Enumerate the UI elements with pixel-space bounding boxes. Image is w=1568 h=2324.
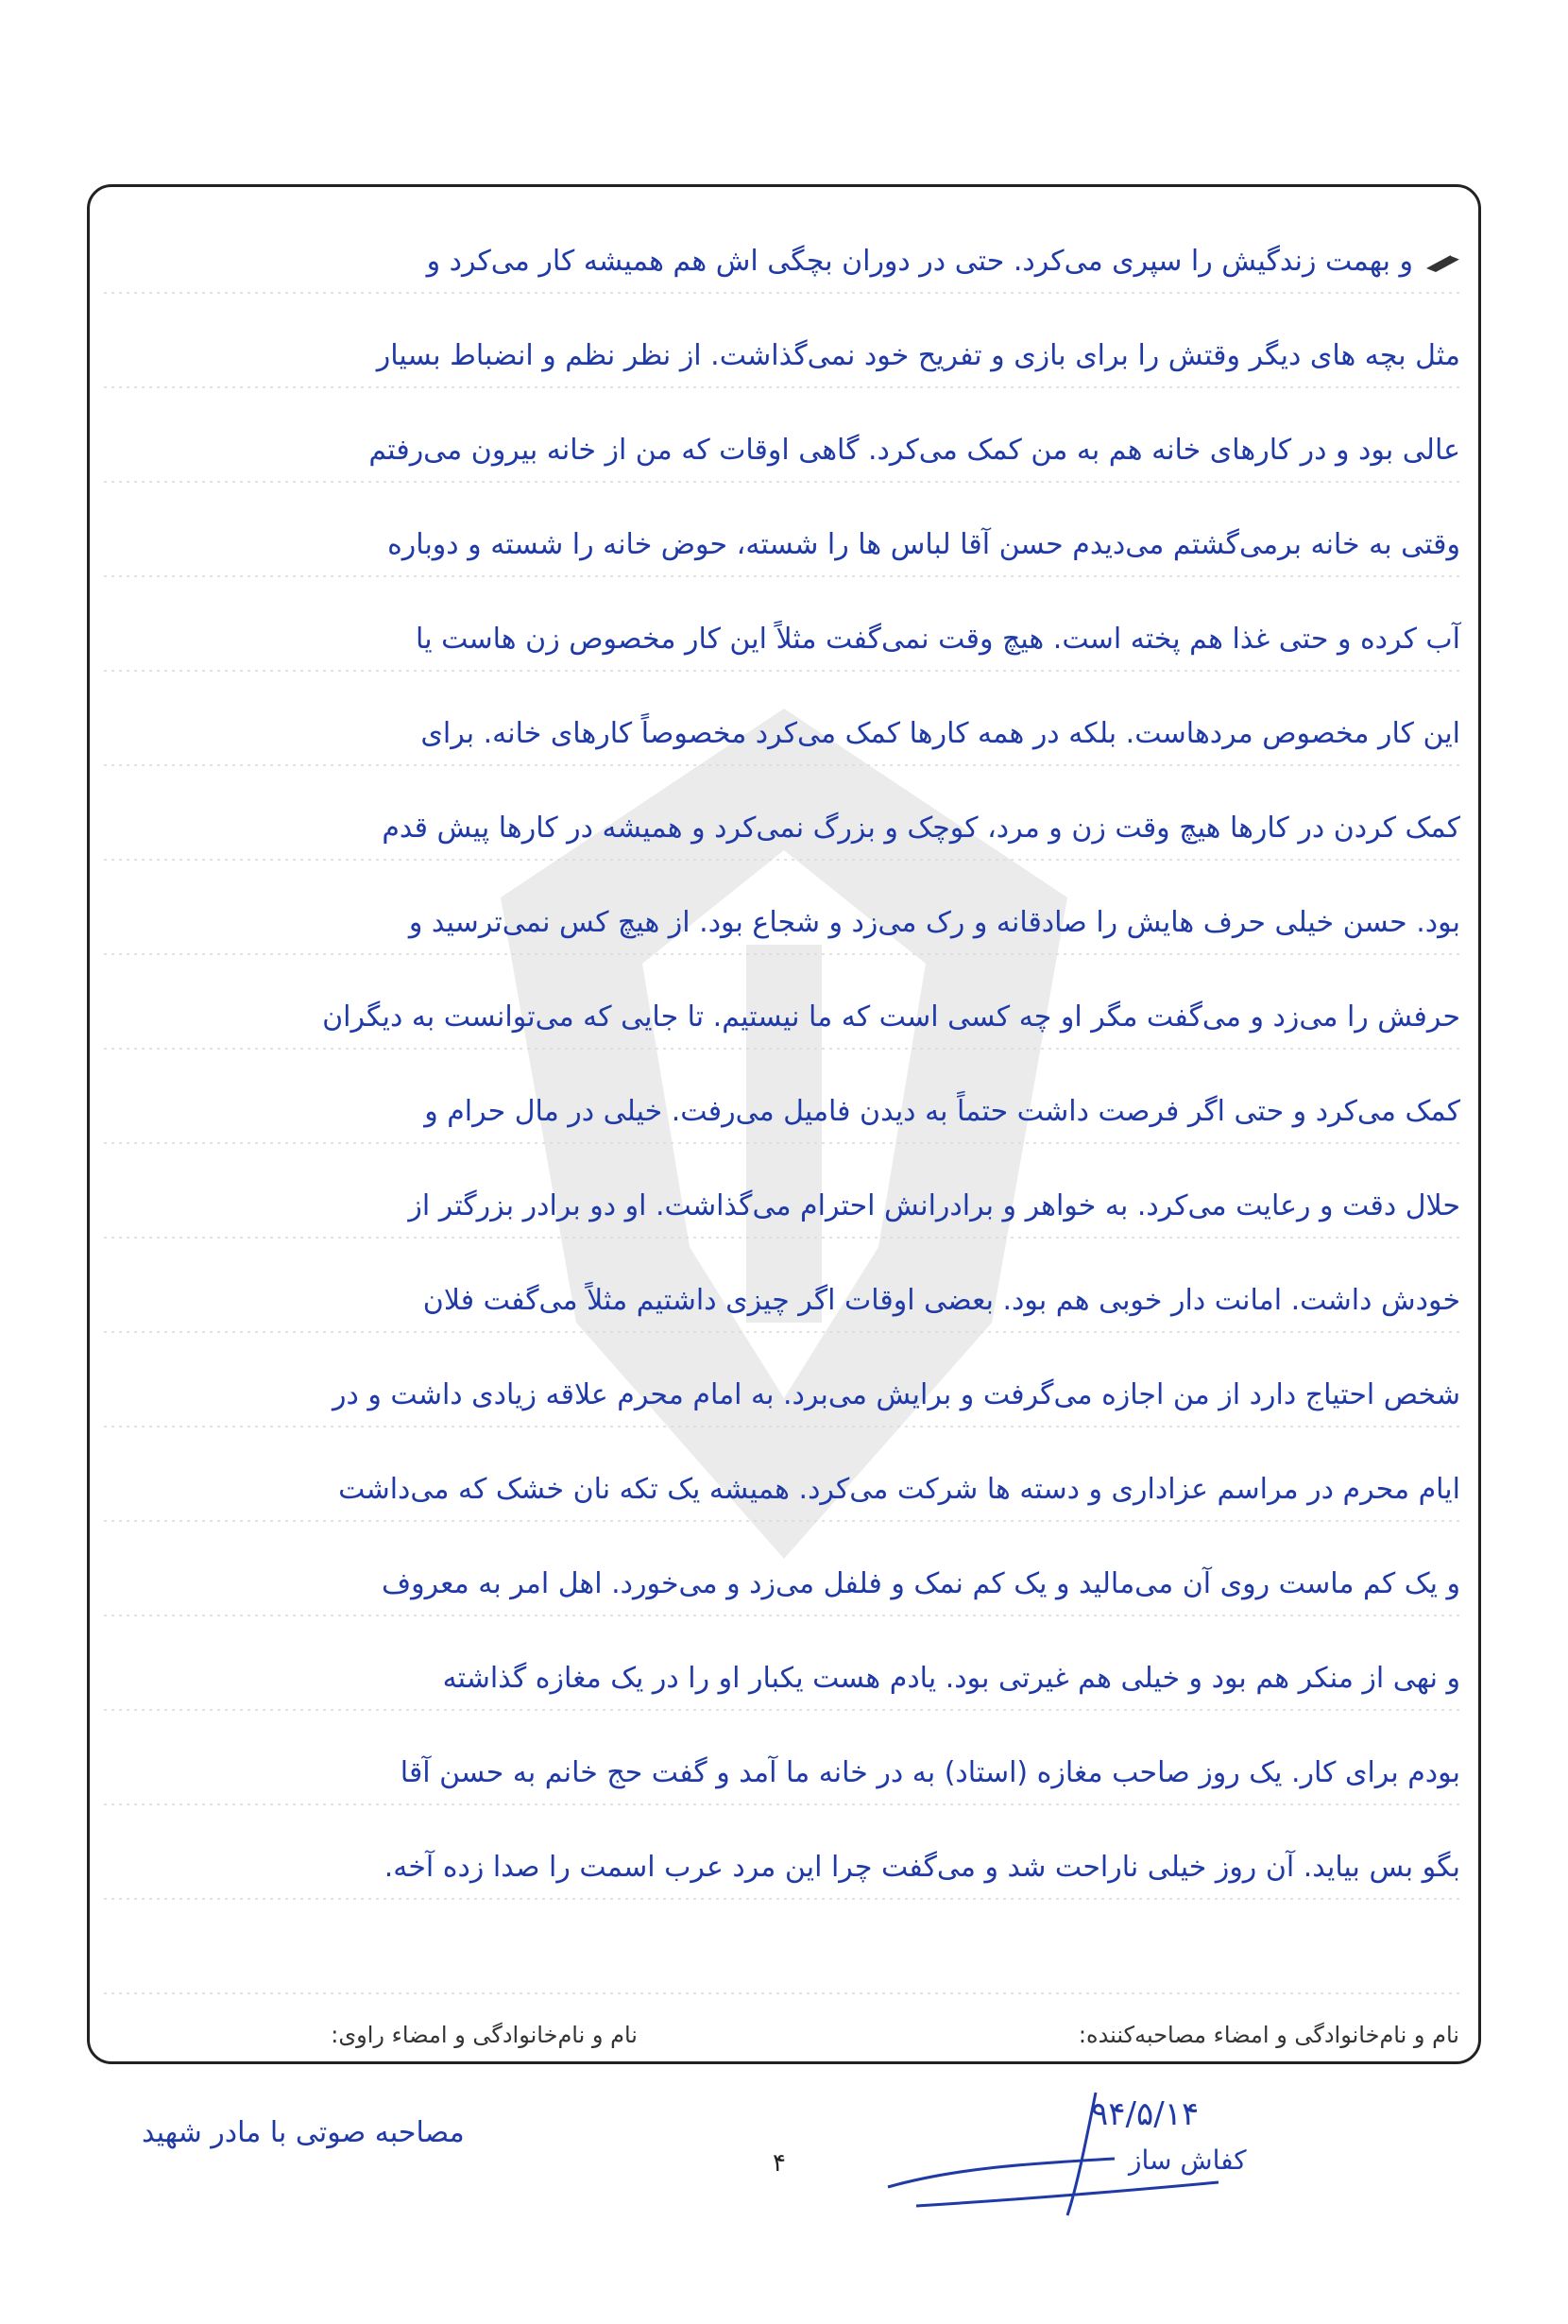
narrative-line: کمک کردن در کارها هیچ وقت زن و مرد، کوچک و بزرگ نمی‌کرد و همیشه در کارها پیش قدم xyxy=(382,812,1460,845)
narrative-line: مثل بچه های دیگر وقتش را برای بازی و تفریح خود نمی‌گذاشت. از نظر نظم و انضباط بسیار xyxy=(376,339,1460,372)
narrative-line: عالی بود و در کارهای خانه هم به من کمک می‌کرد. گاهی اوقات که من از خانه بیرون می‌رفتم xyxy=(368,434,1460,467)
narrative-line: حلال دقت و رعایت می‌کرد. به خواهر و برادرانش احترام می‌گذاشت. او دو برادر بزرگتر از xyxy=(408,1189,1460,1222)
narrative-line: ایام محرم در مراسم عزاداری و دسته ها شرکت می‌کرد. همیشه یک تکه نان خشک که می‌داشت xyxy=(338,1473,1460,1506)
narrative-line: و یک کم ماست روی آن می‌مالید و یک کم نمک و فلفل می‌زد و می‌خورد. اهل امر به معروف xyxy=(382,1567,1460,1600)
narrative-line-text: و بهمت زندگیش را سپری می‌کرد. حتی در دوران بچگی اش هم همیشه کار می‌کرد و xyxy=(426,245,1413,278)
narrative-line: بگو بس بیاید. آن روز خیلی ناراحت شد و می‌گفت چرا این مرد عرب اسمت را صدا زده آخه. xyxy=(383,1851,1460,1884)
narrator-signature-label: نام و نام‌خانوادگی و امضاء راوی: xyxy=(331,2022,638,2048)
narrative-line: کمک می‌کرد و حتی اگر فرصت داشت حتماً به دیدن فامیل می‌رفت. خیلی در مال حرام و xyxy=(424,1095,1460,1128)
narrative-line: شخص احتیاج دارد از من اجازه می‌گرفت و برایش می‌برد. به امام محرم علاقه زیادی داشت و در xyxy=(332,1378,1460,1411)
narrator-note: مصاحبه صوتی با مادر شهید xyxy=(142,2116,465,2149)
narrative-line: خودش داشت. امانت دار خوبی هم بود. بعضی اوقات اگر چیزی داشتیم مثلاً می‌گفت فلان xyxy=(422,1284,1460,1317)
narrative-line: بودم برای کار. یک روز صاحب مغازه (استاد) به در خانه ما آمد و گفت حج خانم به حسن آقا xyxy=(400,1756,1460,1789)
narrative-line: بود. حسن خیلی حرف هایش را صادقانه و رک می‌زد و شجاع بود. از هیچ کس نمی‌ترسید و xyxy=(408,906,1460,939)
narrative-line: این کار مخصوص مردهاست. بلکه در همه کارها کمک می‌کرد مخصوصاً کارهای خانه. برای xyxy=(420,717,1460,750)
narrative-line xyxy=(104,213,1464,307)
page-number: ۴ xyxy=(773,2149,786,2178)
narrative-line: و نهی از منکر هم بود و خیلی هم غیرتی بود. یادم هست یکبار او را در یک مغازه گذاشته xyxy=(442,1662,1460,1695)
signature-name: کفاش ساز xyxy=(1129,2145,1247,2176)
pen-icon xyxy=(1423,249,1464,276)
handwritten-narrative xyxy=(104,213,1464,1913)
narrative-line: آب کرده و حتی غذا هم پخته است. هیچ وقت نمی‌گفت مثلاً این کار مخصوص زن هاست یا xyxy=(416,623,1460,656)
interviewer-signature-label: نام و نام‌خانوادگی و امضاء مصاحبه‌کننده: xyxy=(1078,2022,1459,2048)
signature-date: ۹۴/۵/۱۴ xyxy=(1091,2095,1200,2133)
narrative-line: وقتی به خانه برمی‌گشتم می‌دیدم حسن آقا لباس ها را شسته، حوض خانه را شسته و دوباره xyxy=(387,528,1460,561)
narrative-line: حرفش را می‌زد و می‌گفت مگر او چه کسی است که ما نیستیم. تا جایی که می‌توانست به دیگران xyxy=(322,1000,1460,1034)
